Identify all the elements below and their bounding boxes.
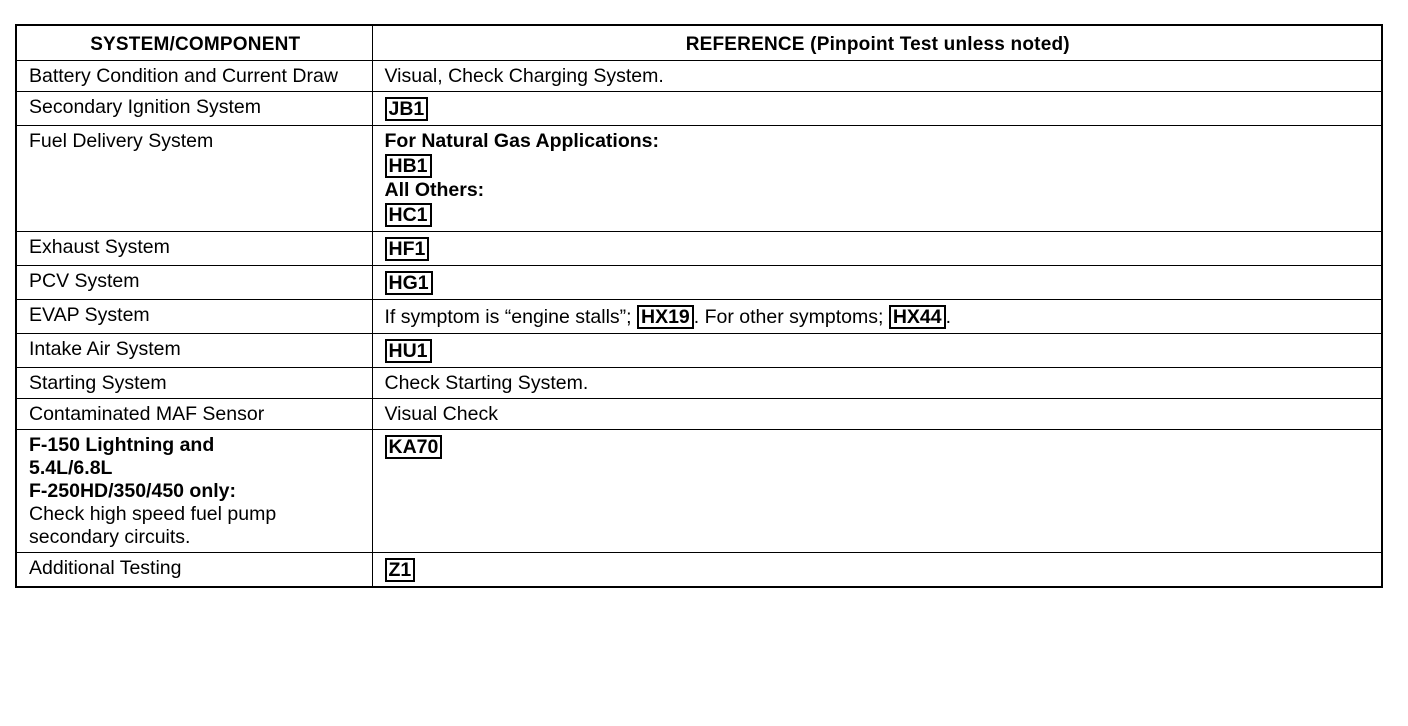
system-cell-starting: Starting System — [16, 368, 372, 399]
system-cell-battery: Battery Condition and Current Draw — [16, 61, 372, 92]
header-reference: REFERENCE (Pinpoint Test unless noted) — [372, 25, 1382, 61]
table-row — [16, 399, 1382, 430]
table-row — [16, 334, 1382, 368]
pinpoint-test-code: JB1 — [385, 97, 429, 121]
reference-cell-additional — [372, 553, 1382, 588]
f150-line-2: 5.4L/6.8L — [29, 457, 113, 479]
pinpoint-test-code: HX19 — [637, 305, 694, 329]
evap-text-after: . — [945, 306, 952, 328]
pinpoint-test-code: HF1 — [385, 237, 430, 261]
diagnostic-reference-table — [15, 24, 1383, 588]
evap-text-before: If symptom is “engine stalls”; — [384, 306, 632, 328]
system-cell-f150 — [16, 430, 372, 553]
pinpoint-test-code: HX44 — [889, 305, 946, 329]
all-others-label: All Others: — [384, 179, 485, 201]
reference-cell-exhaust — [372, 232, 1382, 266]
system-cell-pcv: PCV System — [16, 266, 372, 300]
system-cell-exhaust: Exhaust System — [16, 232, 372, 266]
system-cell-evap: EVAP System — [16, 300, 372, 334]
pinpoint-test-code: HU1 — [385, 339, 432, 363]
system-cell-maf: Contaminated MAF Sensor — [16, 399, 372, 430]
table-row — [16, 368, 1382, 399]
table-header-row — [16, 25, 1382, 61]
reference-cell-fuel-delivery — [372, 126, 1382, 232]
reference-cell-intake-air — [372, 334, 1382, 368]
pinpoint-test-code: KA70 — [385, 435, 443, 459]
table-row — [16, 61, 1382, 92]
table-row — [16, 266, 1382, 300]
table-row — [16, 300, 1382, 334]
table-row — [16, 232, 1382, 266]
evap-text-middle: . For other symptoms; — [693, 306, 884, 328]
pinpoint-test-code: HB1 — [385, 154, 432, 178]
reference-cell-f150 — [372, 430, 1382, 553]
pinpoint-test-code: HG1 — [385, 271, 433, 295]
reference-cell-maf: Visual Check — [372, 399, 1382, 430]
system-cell-intake-air: Intake Air System — [16, 334, 372, 368]
reference-cell-pcv — [372, 266, 1382, 300]
table-row — [16, 126, 1382, 232]
reference-cell-secondary-ignition — [372, 92, 1382, 126]
reference-cell-starting: Check Starting System. — [372, 368, 1382, 399]
system-cell-fuel-delivery: Fuel Delivery System — [16, 126, 372, 232]
f150-line-4: Check high speed fuel pump secondary circuits. — [29, 503, 277, 548]
pinpoint-test-code: Z1 — [385, 558, 416, 582]
f150-line-3: F-250HD/350/450 only: — [29, 480, 237, 502]
natural-gas-label: For Natural Gas Applications: — [384, 130, 659, 152]
header-system-component: SYSTEM/COMPONENT — [16, 25, 372, 61]
reference-cell-evap — [372, 300, 1382, 334]
pinpoint-test-code: HC1 — [385, 203, 432, 227]
system-cell-additional: Additional Testing — [16, 553, 372, 588]
system-cell-secondary-ignition: Secondary Ignition System — [16, 92, 372, 126]
table-row — [16, 430, 1382, 553]
table-row — [16, 92, 1382, 126]
reference-cell-battery: Visual, Check Charging System. — [372, 61, 1382, 92]
table-row — [16, 553, 1382, 588]
f150-line-1: F-150 Lightning and — [29, 434, 215, 456]
